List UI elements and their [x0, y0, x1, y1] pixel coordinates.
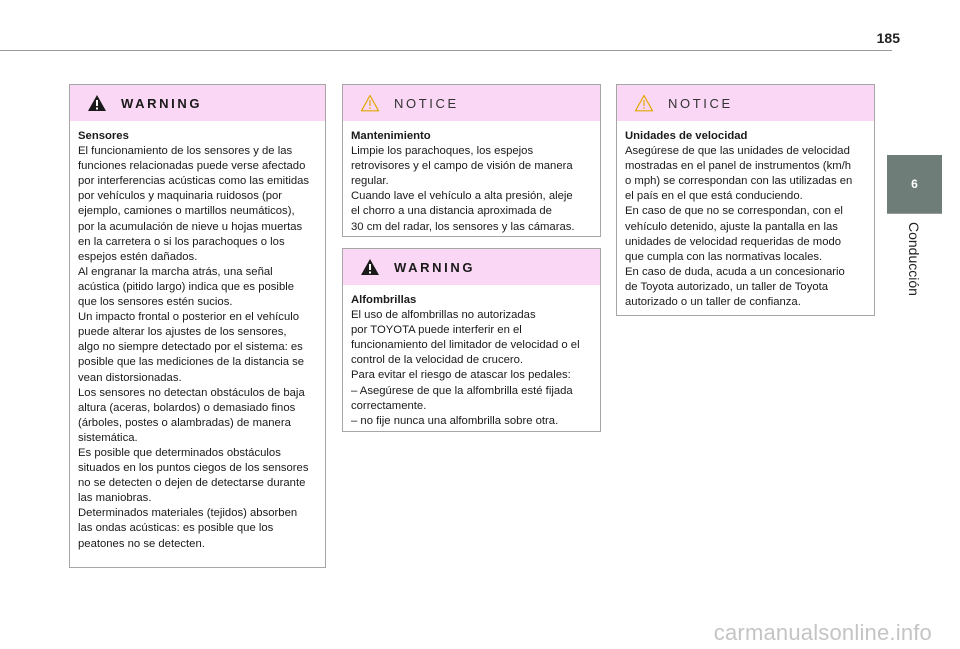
header-divider	[0, 50, 892, 51]
body-line: de Toyota autorizado, un taller de Toyota	[625, 280, 829, 293]
warning-body	[70, 121, 325, 560]
section-title: Sensores	[78, 130, 129, 142]
section-title: Mantenimiento	[351, 130, 431, 142]
body-line: Limpie los parachoques, los espejos	[351, 145, 534, 158]
body-lines	[625, 144, 866, 310]
notice-header	[343, 85, 600, 121]
body-line: las ondas acústicas: es posible que los	[78, 522, 274, 535]
notice-box-speed-units	[616, 84, 875, 316]
body-line: altura (aceras, bolardos) o demasiado finos	[78, 401, 296, 414]
warning-box-sensors	[69, 84, 326, 568]
body-lines	[351, 308, 592, 429]
body-line: retrovisores y el campo de visión de manera	[351, 160, 573, 173]
body-line: por TOYOTA puede interferir en el	[351, 324, 522, 337]
warning-label: WARNING	[394, 259, 476, 275]
body-line: (árboles, postes o alambradas) de manera	[78, 416, 291, 429]
body-line: vehículo detenido, ajuste la pantalla en las	[625, 220, 838, 233]
body-line: ejemplo, camiones o martillos neumáticos),	[78, 205, 295, 218]
body-line: Determinados materiales (tejidos) absorben	[78, 507, 298, 520]
chapter-number: 6	[911, 177, 918, 191]
body-line: puede alterar los ajustes de los sensores,	[78, 326, 287, 339]
body-line: En caso de que no se correspondan, con el	[625, 205, 843, 218]
section-title: Unidades de velocidad	[625, 130, 748, 142]
body-line: Al engranar la marcha atrás, una señal	[78, 265, 273, 278]
body-line: autorizado o un taller de confianza.	[625, 296, 801, 309]
body-line: peatones no se detecten.	[78, 537, 205, 550]
body-line: Es posible que determinados obstáculos	[78, 446, 281, 459]
side-divider	[887, 213, 942, 214]
chapter-tab[interactable]	[887, 155, 942, 213]
chapter-title: Conducción	[906, 222, 922, 296]
notice-header	[617, 85, 874, 121]
body-line: Para evitar el riesgo de atascar los pedales:	[351, 369, 571, 382]
body-lines	[351, 144, 592, 235]
body-line: Asegúrese de que las unidades de velocidad	[625, 145, 850, 158]
warning-box-mats	[342, 248, 601, 432]
body-line: o mph) se correspondan con las utilizadas en	[625, 175, 853, 188]
body-line: Los sensores no detectan obstáculos de baja	[78, 386, 305, 399]
body-line: por interferencias acústicas como las emitidas	[78, 175, 310, 188]
body-line: no se detecten o dejen de detectarse durante	[78, 477, 306, 490]
body-line: funcionamiento del limitador de velocidad o el	[351, 339, 580, 352]
body-line: el chorro a una distancia aproximada de	[351, 205, 552, 218]
body-line: por vehículos y maquinaria ruidosos (por	[78, 190, 283, 203]
body-line: por la acumulación de nieve u hojas muertas	[78, 220, 303, 233]
section-title: Alfombrillas	[351, 294, 417, 306]
body-line: 30 cm del radar, los sensores y las cámaras.	[351, 220, 575, 233]
body-line: funciones relacionadas puede verse afectado	[78, 160, 306, 173]
body-line: posible que las mediciones de la distancia se	[78, 356, 305, 369]
body-line: correctamente.	[351, 399, 427, 412]
body-line: en la carretera o si los parachoques o los	[78, 235, 285, 248]
body-line: El funcionamiento de los sensores y de las	[78, 145, 293, 158]
body-lines	[78, 144, 317, 552]
body-line: situados en los puntos ciegos de los sensores	[78, 462, 309, 475]
warning-triangle-outline-icon	[634, 94, 654, 112]
body-line: acústica (pitido largo) indica que es posible	[78, 280, 295, 293]
warning-body	[343, 285, 600, 437]
body-line: el país en el que está conduciendo.	[625, 190, 803, 203]
body-line: las maniobras.	[78, 492, 152, 505]
body-line: sistemática.	[78, 431, 138, 444]
notice-body	[617, 121, 874, 318]
warning-triangle-filled-icon	[87, 94, 107, 112]
body-line: algo no siempre detectado por el sistema: es	[78, 341, 303, 354]
body-line: mostradas en el panel de instrumentos (km/h	[625, 160, 852, 173]
body-line: vean distorsionadas.	[78, 371, 182, 384]
body-line: espejos estén dañados.	[78, 250, 198, 263]
notice-box-maintenance	[342, 84, 601, 237]
body-line: El uso de alfombrillas no autorizadas	[351, 309, 536, 322]
body-line: Un impacto frontal o posterior en el vehículo	[78, 311, 300, 324]
body-line: Cuando lave el vehículo a alta presión, aleje	[351, 190, 573, 203]
warning-header	[70, 85, 325, 121]
body-line: que cumpla con las normativas locales.	[625, 250, 823, 263]
page-number: 185	[876, 30, 900, 46]
notice-label: NOTICE	[394, 95, 459, 111]
body-line: control de la velocidad de crucero.	[351, 354, 524, 367]
warning-triangle-outline-icon	[360, 94, 380, 112]
notice-label: NOTICE	[668, 95, 733, 111]
body-line: En caso de duda, acuda a un concesionario	[625, 265, 845, 278]
body-line: regular.	[351, 175, 389, 188]
warning-label: WARNING	[121, 95, 203, 111]
body-line: unidades de velocidad requeridas de modo	[625, 235, 842, 248]
body-line: – no fije nunca una alfombrilla sobre otra.	[351, 414, 559, 427]
watermark-text: carmanualsonline.info	[713, 620, 932, 645]
body-line: – Asegúrese de que la alfombrilla esté fijada	[351, 384, 573, 397]
warning-header	[343, 249, 600, 285]
warning-triangle-filled-icon	[360, 258, 380, 276]
notice-body	[343, 121, 600, 243]
body-line: que los sensores estén sucios.	[78, 296, 233, 309]
